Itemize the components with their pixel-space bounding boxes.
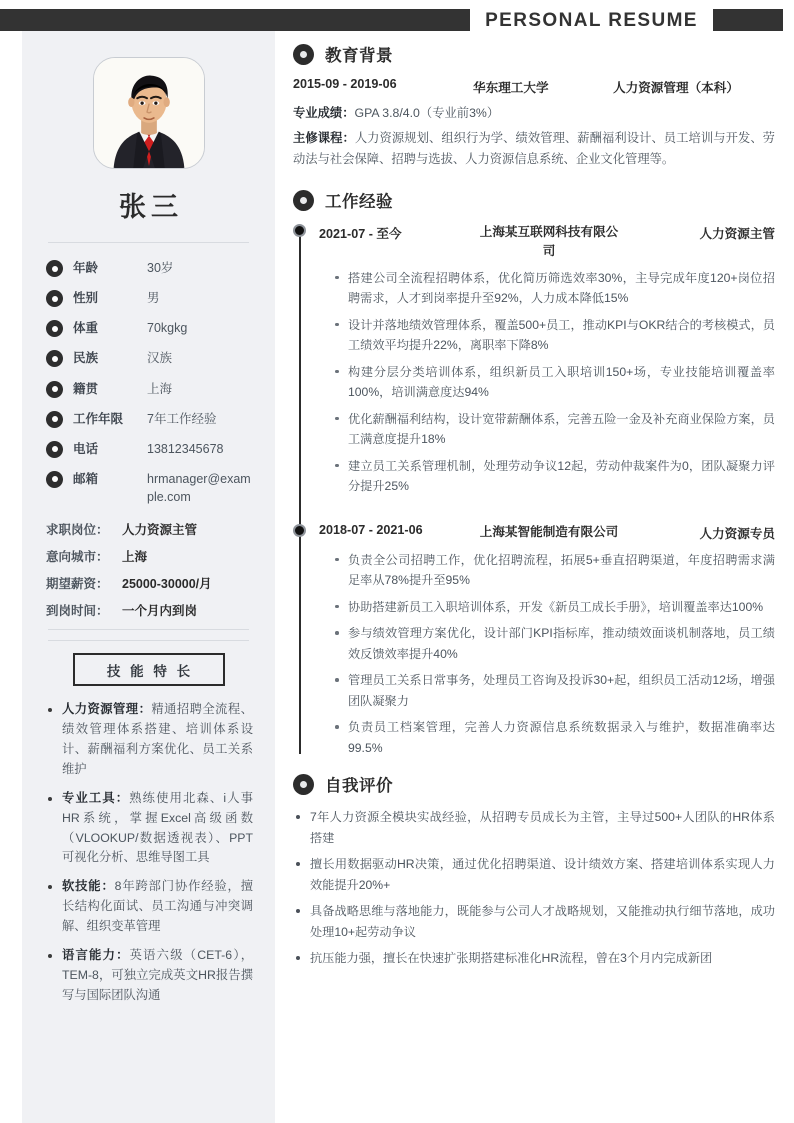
timeline-marker-icon [293,224,306,237]
info-value: 男 [147,291,160,306]
job-preference-list [44,520,253,619]
personal-info-list [44,259,253,506]
header-bar-left [0,9,470,31]
work-bullet: 搭建公司全流程招聘体系，优化简历筛选效率30%，主导完成年度120+岗位招聘需求，人才到岗率提升至92%，人力成本降低15% [333,268,775,309]
work-role: 人力资源主管 [699,227,775,242]
work-entry-previous [319,523,775,759]
section-header-evaluation [293,772,775,796]
skill-title: 软技能： [62,879,115,894]
section-title: 工作经验 [325,193,393,212]
info-label: 工作年限 [73,411,124,426]
info-label: 民族 [73,351,99,366]
skill-title: 人力资源管理： [62,702,152,717]
work-bullets [319,268,775,497]
evaluation-item: 7年人力资源全模块实战经验，从招聘专员成长为主管，主导过500+人团队的HR体系搭建 [293,807,775,848]
section-work-experience [293,188,775,758]
pref-row-salary [46,574,253,592]
ring-bullet-icon [46,260,63,277]
work-company: 上海某智能制造有限公司 [479,524,619,539]
skills-list [44,700,253,1006]
info-value: 汉族 [147,351,173,366]
person-name: 张三 [119,192,183,222]
page-title: PERSONAL RESUME [485,9,698,31]
work-date: 2021-07 - 至今 [319,227,402,242]
skill-item-soft-skills [46,877,253,937]
work-entry-header [319,223,775,260]
info-row-hometown [46,380,253,398]
info-label: 籍贯 [73,381,99,396]
pref-value: 25000-30000/月 [122,577,212,592]
info-label: 性别 [73,291,99,306]
section-header-work [293,188,775,212]
ring-bullet-icon [46,290,63,307]
divider-top [48,242,249,243]
section-self-evaluation [293,772,775,969]
timeline-marker-icon [293,524,306,537]
pref-label: 求职岗位： [46,523,109,538]
education-major: 人力资源管理（本科） [613,81,739,95]
work-company: 上海某互联网科技有限公司 [479,225,619,258]
header-bar-right [713,9,783,31]
work-bullet: 管理员工关系日常事务，处理员工咨询及投诉30+起，组织员工活动12场，增强团队凝聚力 [333,670,775,711]
skills-heading-label: 技 能 特 长 [106,663,194,679]
work-bullet: 负责全公司招聘工作，优化招聘流程，拓展5+垂直招聘渠道，年度招聘需求满足率从78%提升至95% [333,550,775,591]
work-bullet: 协助搭建新员工入职培训体系，开发《新员工成长手册》，培训覆盖率达100% [333,597,775,618]
divider-mid-1 [48,629,249,630]
info-label: 年龄 [73,261,99,275]
section-title: 自我评价 [325,777,393,796]
pref-row-availability [46,601,253,619]
work-entry-header [319,523,775,542]
sidebar [22,31,275,1123]
header-title-container [470,9,713,31]
info-row-ethnicity [46,349,253,367]
pref-value: 人力资源主管 [122,523,198,538]
info-value: hrmanager@example.com [147,471,251,504]
skill-item-tools [46,789,253,869]
evaluation-item: 擅长用数据驱动HR决策，通过优化招聘渠道、设计绩效方案、搭建培训体系实现人力效能提升20%+ [293,854,775,895]
ring-bullet-icon [46,320,63,337]
pref-label: 意向城市： [46,550,109,565]
skill-text: 熟练使用北森、i人事HR系统，掌握Excel高级函数（VLOOKUP/数据透视表）、PPT可视化分析、思维导图工具 [62,790,253,865]
work-bullet: 参与绩效管理方案优化，设计部门KPI指标库，推动绩效面谈机制落地，员工绩效反馈效率提升40% [333,623,775,664]
work-role: 人力资源专员 [699,526,775,541]
pref-label: 期望薪资： [46,577,109,592]
info-value: 70kgkg [147,321,188,336]
work-bullets [319,550,775,759]
info-label: 电话 [73,441,99,456]
skill-text: 8年跨部门协作经验，擅长结构化面试、员工沟通与冲突调解、组织变革管理 [62,879,253,934]
education-gpa-line [293,103,775,124]
info-row-experience-years [46,410,253,428]
info-value: 7年工作经验 [147,411,217,426]
avatar [93,57,205,169]
education-entry-header [293,77,775,96]
skill-title: 语言能力： [62,948,130,963]
pref-row-city [46,547,253,565]
section-bullet-icon [293,190,314,211]
work-bullet: 建立员工关系管理机制，处理劳动争议12起，劳动仲裁案件为0，团队凝聚力评分提升25% [333,456,775,497]
section-bullet-icon [293,44,314,65]
info-label: 体重 [73,321,99,336]
pref-value: 一个月内到岗 [122,604,198,619]
info-row-age [46,259,253,277]
work-date: 2018-07 - 2021-06 [319,522,423,537]
portrait-photo-icon [94,58,204,168]
info-row-email [46,470,253,506]
ring-bullet-icon [46,381,63,398]
avatar-container [44,57,253,169]
skill-item-hr-management [46,700,253,780]
evaluation-list [293,807,775,969]
section-header-education [293,42,775,66]
work-bullet: 设计并落地绩效管理体系，覆盖500+员工，推动KPI与OKR结合的考核模式，员工绩效平均提升22%，离职率下降8% [333,315,775,356]
ring-bullet-icon [46,411,63,428]
phone-ring-icon [46,441,63,458]
ring-bullet-icon [46,350,63,367]
info-row-weight [46,319,253,337]
mail-ring-icon [46,471,63,488]
education-school: 华东理工大学 [473,81,549,95]
skill-item-languages [46,946,253,1006]
education-courses-label: 主修课程： [293,131,355,146]
education-gpa-label: 专业成绩： [293,106,355,120]
skill-text: 精通招聘全流程、绩效管理体系搭建、培训体系设计、薪酬福利方案优化、员工关系维护 [62,702,253,776]
pref-label: 到岗时间： [46,604,109,619]
evaluation-item: 抗压能力强，擅长在快速扩张期搭建标准化HR流程，曾在3个月内完成新团 [293,948,775,969]
section-bullet-icon [293,774,314,795]
skill-text: 英语六级（CET-6），TEM-8，可独立完成英文HR报告撰写与国际团队沟通 [62,948,253,1002]
pref-row-position [46,520,253,538]
education-courses-line [293,128,775,170]
section-education [293,42,775,170]
work-bullet: 负责员工档案管理，完善人力资源信息系统数据录入与维护，数据准确率达99.5% [333,717,775,758]
education-gpa-value: GPA 3.8/4.0（专业前3%） [354,106,500,120]
info-value: 30岁 [147,261,174,275]
education-courses-value: 人力资源规划、组织行为学、绩效管理、薪酬福利设计、员工培训与开发、劳动法与社会保障、招聘与选拔、人力资源信息系统、企业文化管理等。 [293,131,775,167]
divider-mid-2 [48,640,249,641]
info-value: 13812345678 [147,441,224,456]
info-row-phone [46,440,253,458]
skills-heading-badge [73,653,225,686]
work-bullet: 构建分层分类培训体系，组织新员工入职培训150+场，专业技能培训覆盖率100%，培训满意度达94% [333,362,775,403]
pref-value: 上海 [122,550,148,565]
page-header [0,9,794,31]
work-timeline [293,223,775,758]
info-row-gender [46,289,253,307]
evaluation-item: 具备战略思维与落地能力，既能参与公司人才战略规划，又能推动执行细节落地，成功处理10+起劳动争议 [293,901,775,942]
main-content [293,42,775,1123]
skill-title: 专业工具： [62,790,130,805]
education-date: 2015-09 - 2019-06 [293,77,397,91]
section-title: 教育背景 [325,47,393,65]
timeline-axis [299,230,301,754]
info-value: 上海 [147,381,173,396]
work-bullet: 优化薪酬福利结构，设计宽带薪酬体系，完善五险一金及补充商业保险方案，员工满意度提升18% [333,409,775,450]
info-label: 邮箱 [73,471,99,486]
work-entry-current [319,223,775,497]
